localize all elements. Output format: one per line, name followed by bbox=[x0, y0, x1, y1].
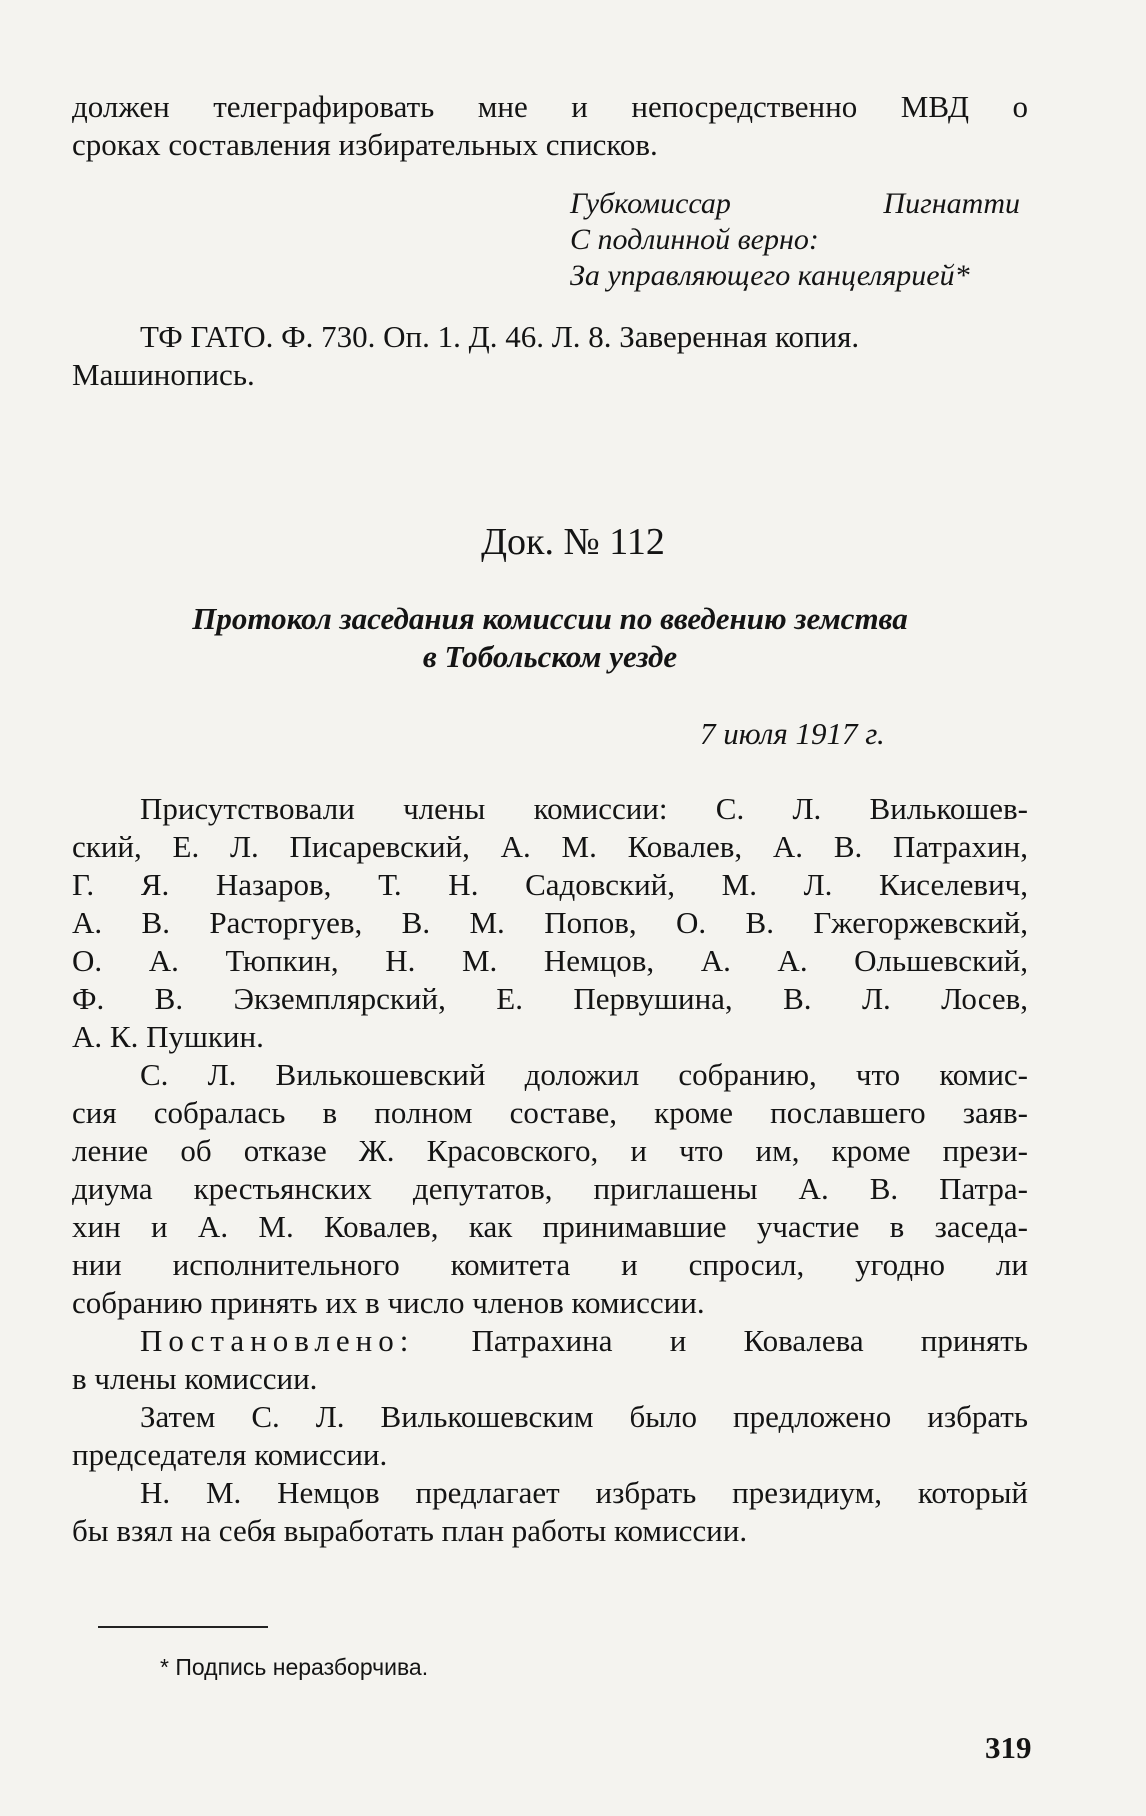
text-line: Затем С. Л. Вилькошевским было предложено избрать bbox=[140, 1399, 1028, 1434]
top-paragraph bbox=[72, 88, 1028, 164]
text-line: А. В. Расторгуев, В. М. Попов, О. В. Гжегоржевский, bbox=[72, 905, 1028, 940]
document-date: 7 июля 1917 г. bbox=[700, 716, 885, 751]
text-line: О. А. Тюпкин, Н. М. Немцов, А. А. Ольшевский, bbox=[72, 943, 1028, 978]
text-line: А. К. Пушкин. bbox=[72, 1019, 264, 1054]
signature-line: С подлинной верно: bbox=[570, 223, 819, 256]
source-line: ТФ ГАТО. Ф. 730. Оп. 1. Д. 46. Л. 8. Заверенная копия. bbox=[140, 319, 860, 354]
signature-role: Губкомиссар bbox=[570, 187, 731, 220]
footnote-divider bbox=[98, 1626, 268, 1628]
text-line: сроках составления избирательных списков. bbox=[72, 127, 658, 162]
signature-block bbox=[570, 186, 1020, 294]
resolution-text: Патрахина и Ковалева принять bbox=[471, 1323, 1028, 1358]
body-text bbox=[72, 790, 1028, 1550]
page-number: 319 bbox=[985, 1730, 1032, 1765]
text-line: бы взял на себя выработать план работы комиссии. bbox=[72, 1513, 748, 1548]
archive-source bbox=[72, 318, 1028, 394]
text-line: ский, Е. Л. Писаревский, А. М. Ковалев, А. В. Патрахин, bbox=[72, 829, 1028, 864]
text-line: нии исполнительного комитета и спросил, угодно ли bbox=[72, 1247, 1028, 1282]
text-line: Ф. В. Экземплярский, Е. Первушина, В. Л. Лосев, bbox=[72, 981, 1028, 1016]
signature-line: За управляющего канцелярией* bbox=[570, 259, 970, 292]
signature-name: Пигнатти bbox=[883, 187, 1020, 220]
title-line: в Тобольском уезде bbox=[422, 639, 678, 674]
footnote: * Подпись неразборчива. bbox=[160, 1654, 429, 1680]
title-line: Протокол заседания комиссии по введению земства bbox=[192, 601, 908, 636]
text-line: хин и А. М. Ковалев, как принимавшие участие в заседа- bbox=[72, 1209, 1028, 1244]
text-line: собранию принять их в число членов комиссии. bbox=[72, 1285, 705, 1320]
text-line: С. Л. Вилькошевский доложил собранию, что комис- bbox=[140, 1057, 1028, 1092]
text-line: Г. Я. Назаров, Т. Н. Садовский, М. Л. Киселевич, bbox=[72, 867, 1028, 902]
text-line: в члены комиссии. bbox=[72, 1361, 318, 1396]
document-title bbox=[100, 600, 1000, 676]
text-line: сия собралась в полном составе, кроме пославшего заяв- bbox=[72, 1095, 1028, 1130]
resolution-line bbox=[72, 1322, 1028, 1360]
text-line: ление об отказе Ж. Красовского, и что им, кроме прези- bbox=[72, 1133, 1028, 1168]
source-line: Машинопись. bbox=[72, 357, 255, 392]
text-line: диума крестьянских депутатов, приглашены А. В. Патра- bbox=[72, 1171, 1028, 1206]
text-line: Присутствовали члены комиссии: С. Л. Вилькошев- bbox=[140, 791, 1028, 826]
resolution-word: Постановлено: bbox=[140, 1323, 415, 1358]
document-number: Док. № 112 bbox=[481, 521, 665, 563]
text-line: Н. М. Немцов предлагает избрать президиум, который bbox=[140, 1475, 1028, 1510]
text-line: должен телеграфировать мне и непосредственно МВД о bbox=[72, 89, 1028, 124]
text-line: председателя комиссии. bbox=[72, 1437, 388, 1472]
